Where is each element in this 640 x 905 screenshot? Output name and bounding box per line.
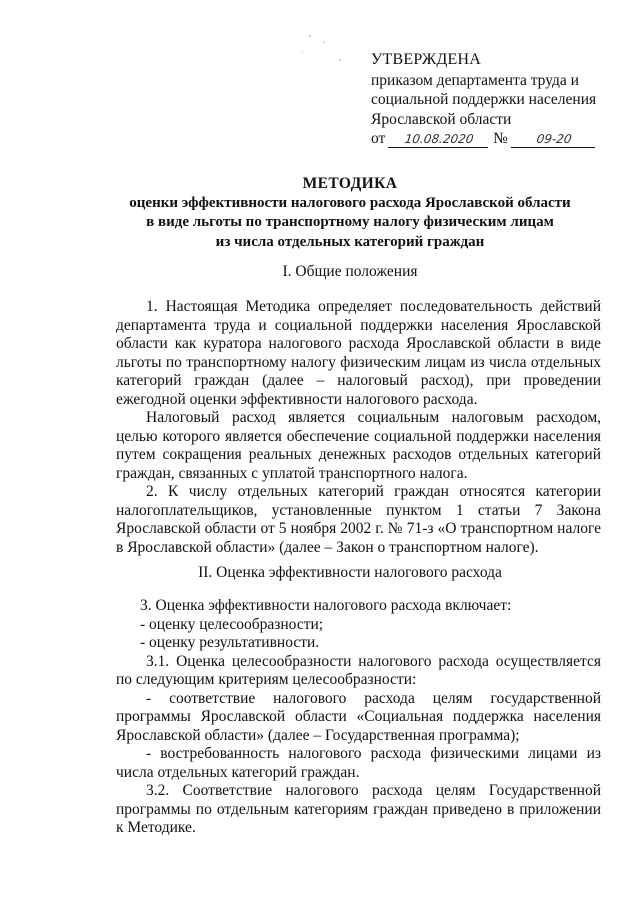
paragraph-2: Налоговый расход является социальным налоговым расходом, целью которого является обеспечение социальной поддержки населения путем сокращения реальных денежных расходов отдельных категорий граждан, связанных с уплатой транспортного налога. xyxy=(116,409,601,482)
approval-block xyxy=(371,50,621,149)
paragraph-1: 1. Настоящая Методика определяет последовательность действий департамента труда и социальной поддержки населения Ярославской области как куратора налогового расхода Ярославской области в виде льготы по транспортному налогу физическим лицам из числа отдельных категорий граждан (далее – налоговый расход), при проведении ежегодной оценки эффективности налогового расхода. xyxy=(116,298,601,408)
list-item-1: - оценку целесообразности; xyxy=(140,615,324,633)
section-1-body xyxy=(116,298,601,557)
approval-heading: УТВЕРЖДЕНА xyxy=(371,51,482,68)
approval-date-line xyxy=(371,129,621,149)
paragraph-3-2: 3.2. Соответствие налогового расхода целям Государственной программы по отдельным категориям граждан приведено в приложении к Методике. xyxy=(116,782,601,836)
title-main: МЕТОДИКА xyxy=(302,175,398,192)
scan-artifact xyxy=(290,30,370,70)
title-line-1: оценки эффективности налогового расхода Ярославской области xyxy=(129,194,571,211)
approval-line-3: Ярославской области xyxy=(371,110,512,128)
approval-line-2: социальной поддержки населения xyxy=(371,91,597,108)
section-2-body xyxy=(116,597,601,838)
criterion-1: - соответствие налогового расхода целям государственной программы Ярославской области «Социальная поддержка населения Ярославской области» (далее – Государственная программа); xyxy=(116,689,601,744)
paragraph-3-1: 3.1. Оценка целесообразности налогового расхода осуществляется по следующим критериям целесообразности: xyxy=(116,652,601,688)
title-line-3: из числа отдельных категорий граждан xyxy=(215,233,485,250)
document-title xyxy=(100,174,600,252)
approval-number-handwritten: 09-20 xyxy=(511,132,597,148)
criterion-2: - востребованность налогового расхода физическими лицами из числа отдельных категорий граждан. xyxy=(116,745,601,781)
number-sign: № xyxy=(493,130,508,147)
date-prefix: от xyxy=(371,130,386,147)
paragraph-3-intro: 3. Оценка эффективности налогового расхода включает: xyxy=(140,597,512,614)
title-line-2: в виде льготы по транспортному налогу физическим лицам xyxy=(146,214,554,230)
approval-line-1: приказом департамента труда и xyxy=(371,71,579,89)
section-2-heading: II. Оценка эффективности налогового расхода xyxy=(198,564,502,581)
paragraph-3: 2. К числу отдельных категорий граждан относятся категории налогоплательщиков, установленные пунктом 1 статьи 7 Закона Ярославской области от 5 ноября 2002 г. № 71-з «О транспортном налоге в Ярославской области» (далее – Закон о транспортном налоге). xyxy=(116,483,601,556)
list-item-2: - оценку результативности. xyxy=(140,634,320,651)
approval-date-handwritten: 10.08.2020 xyxy=(388,132,490,148)
section-1-heading: I. Общие положения xyxy=(282,263,418,280)
